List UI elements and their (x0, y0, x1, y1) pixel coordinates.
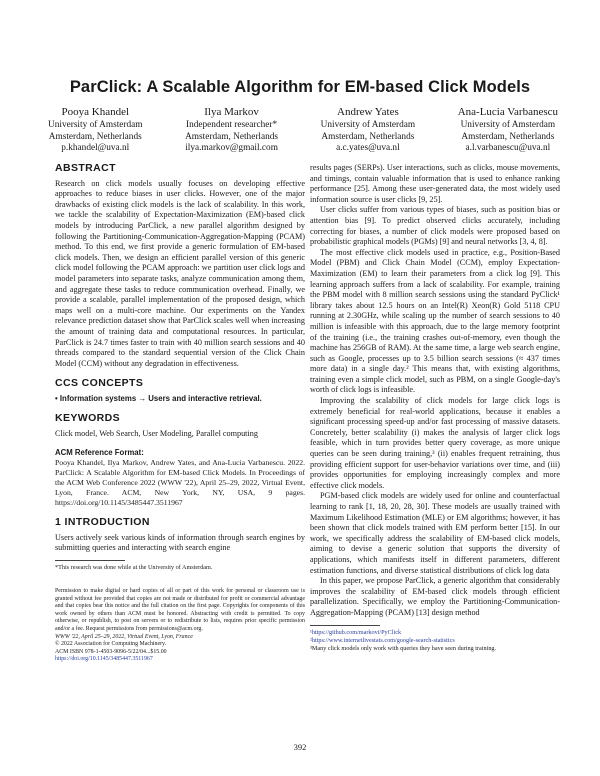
paragraph-2: User clicks suffer from various types of biases, such as position bias or attention bias [9]. To predict observed clicks accurately, including correcting for biases, a number of click models were proposed based on probabilistic graphical models (PGMs) [9] and neural networks [3, 4, 8]. (310, 205, 560, 247)
footnote-rule (55, 560, 125, 561)
footnote-2[interactable]: ²https://www.internetlivestats.com/google-search-statistics (310, 636, 455, 644)
acm-reference-text: Pooya Khandel, Ilya Markov, Andrew Yates, and Ana-Lucia Varbanescu. 2022. ParClick: A Scalable Algorithm for EM-based Click Models. In Proceedings of the ACM Web Conference 2022 (WWW '22), April 25–29, 2022, Virtual Event, Lyon, France. ACM, New York, NY, USA, 9 pages. https://doi.org/10.1145/3485447.3511967 (55, 458, 305, 508)
author-affiliation: University of Amsterdam (48, 120, 143, 130)
author-email[interactable]: p.khandel@uva.nl (61, 143, 130, 153)
ccs-heading: CCS CONCEPTS (55, 377, 144, 390)
conference-line: WWW '22, April 25–29, 2022, Virtual Event, Lyon, France (55, 633, 193, 640)
author-email[interactable]: ilya.markov@gmail.com (185, 143, 278, 153)
footnote-rule (310, 625, 380, 626)
abstract-text: Research on click models usually focuses on developing effective approaches to reduce biases in user clicks. However, one of the major drawbacks of existing click models is the lack of scalability. In this work, we tackle the scalability of Expectation-Maximization (EM)-based click models by introducing ParClick, a new parallel algorithm designed by following the Partitioning-Communication-Aggregation-Mapping (PCAM) method. To this end, we first provide a generic formulation of EM-based click models. Then, we design an efficient parallel version of this generic click model following the PCAM approach: we partition user click logs and model parameters into separate tasks, analyze communication among them, and aggregate these tasks to reduce communication overhead. Finally, we provide a scalable, parallel implementation of the proposed design, which maps well on a multi-core machine. Our experiments on the Yandex relevance prediction dataset show that ParClick scales well when increasing the amount of training data and computational resources. In particular, ParClick is 24.7 times faster to train with 40 million search sessions and 40 threads compared to the standard sequential version of the Click Chain Model (CCM) without any degradation in effectiveness. (55, 178, 305, 368)
author-affiliation: University of Amsterdam (460, 120, 556, 130)
footnote-1[interactable]: ¹https://github.com/markovi/PyClick (310, 628, 402, 636)
introduction-text: Users actively seek various kinds of information through search engines by submitting queries and interacting with search engine (55, 532, 305, 553)
author-email[interactable]: a.l.varbanescu@uva.nl (465, 143, 551, 153)
author-3 (321, 106, 416, 155)
author-location: Amsterdam, Netherlands (48, 131, 142, 142)
keywords-text: Click model, Web Search, User Modeling, Parallel computing (55, 429, 258, 439)
author-4 (458, 106, 558, 155)
left-column (55, 163, 305, 664)
author-1 (48, 106, 143, 155)
author-2 (185, 106, 278, 155)
right-column (310, 163, 560, 653)
paragraph-1: results pages (SERPs). User interactions, such as clicks, mouse movements, and timings, contain valuable information that is used to enhance ranking performance [25]. Among these user-generated data, the most widely used information source is user clicks [9, 25]. (310, 163, 560, 204)
author-affiliation: University of Amsterdam (320, 120, 416, 130)
doi-link[interactable]: https://doi.org/10.1145/3485447.3511967 (55, 656, 153, 663)
paper-title: ParClick: A Scalable Algorithm for EM-based Click Models (69, 78, 531, 96)
author-location: Amsterdam, Netherlands (461, 131, 555, 142)
author-affiliation: Independent researcher* (186, 120, 278, 130)
paragraph-6: In this paper, we propose ParClick, a generic algorithm that considerably improves the scalability of EM-based click models through efficient parallelization. Specifically, we employ the Partitioning-Communication-Aggregation-Mapping (PCAM) [13] design method (310, 576, 560, 617)
permission-notice: Permission to make digital or hard copies of all or part of this work for personal or classroom use is granted without fee provided that copies are not made or distributed for profit or commercial advantage and that copies bear this notice and the full citation on the first page. Copyrights for components of this work owned by others than ACM must be honored. Abstracting with credit is permitted. To copy otherwise, or republish, to post on servers or to redistribute to lists, requires prior specific permission and/or a fee. Request permissions from permissions@acm.org. (55, 588, 305, 632)
footnote-3: ³Many click models only work with queries they have seen during training. (310, 644, 497, 652)
author-name: Andrew Yates (337, 106, 399, 118)
acm-reference-heading: ACM Reference Format: (55, 447, 144, 457)
paragraph-3: The most effective click models used in practice, e.g., Position-Based Model (PBM) and Click Chain Model (CCM), employ Expectation-Maximization (EM) to learn their parameters from a click log [9]. This learning approach suffers from a lack of scalability. For example, training the PBM model with 8 million search sessions using the standard PyClick¹ library takes about 12.5 hours on an Intel(R) Xeon(R) Gold 5118 CPU running at 2.30GHz, while scaling up the number of search sessions to 40 million is infeasible with this approach, due to the large memory footprint of the training (i.e., the training crashes out-of-memory, even though the machine has 256GB of RAM). At the same time, a large web search engine, such as Google, processes up to 3.5 billion search sessions (≈ 437 times more data) in a single day.² This means that, with existing algorithms, training even a simple click model, such as PBM, on a single Google-day's worth of click logs is infeasible. (310, 247, 560, 395)
author-location: Amsterdam, Netherlands (185, 131, 279, 142)
copyright-line: © 2022 Association for Computing Machinery. (55, 641, 167, 648)
keywords-heading: KEYWORDS (55, 412, 121, 425)
author-block (48, 106, 558, 155)
abstract-heading: ABSTRACT (55, 162, 116, 174)
author-name: Ana-Lucia Varbanescu (457, 106, 558, 118)
author-footnote: *This research was done while at the University of Amsterdam. (55, 564, 213, 572)
author-email[interactable]: a.c.yates@uva.nl (336, 143, 400, 153)
author-location: Amsterdam, Netherlands (321, 131, 415, 142)
paragraph-4: Improving the scalability of click models for large click logs is extremely beneficial for real-world applications, because it enables a significant processing speed-up and/or fast processing of massive datasets. Concretely, better scalability (i) makes the analysis of larger click logs feasible, which in turn provides better query coverage, as more unique queries can be seen during training,³ (ii) enables frequent retraining, thus providing efficient support for user-behavior variations over time, and (iii) provides opportunities for employing increasingly complex and more effective click models. (310, 396, 560, 490)
author-name: Ilya Markov (204, 106, 259, 118)
paragraph-5: PGM-based click models are widely used for online and counterfactual learning to rank [1, 18, 20, 28, 30]. These models are usually trained with Maximum Likelihood Estimation (MLE) or EM algorithms; however, it has been shown that click models trained with EM perform better [15]. In our work, we specifically address the scalability of EM-based click models, aiming to devise a generic solution that supports the diversity of applications, which manifests itself in different parameters, different estimation functions, and diverse statistical distributions of click log data (310, 491, 560, 575)
introduction-heading: 1 INTRODUCTION (55, 516, 150, 529)
ccs-concepts: • Information systems → Users and interactive retrieval. (55, 393, 262, 403)
page-number: 392 (293, 742, 307, 752)
author-name: Pooya Khandel (61, 106, 130, 118)
isbn-line: ACM ISBN 978-1-4503-9096-5/22/04...$15.00 (55, 648, 167, 655)
